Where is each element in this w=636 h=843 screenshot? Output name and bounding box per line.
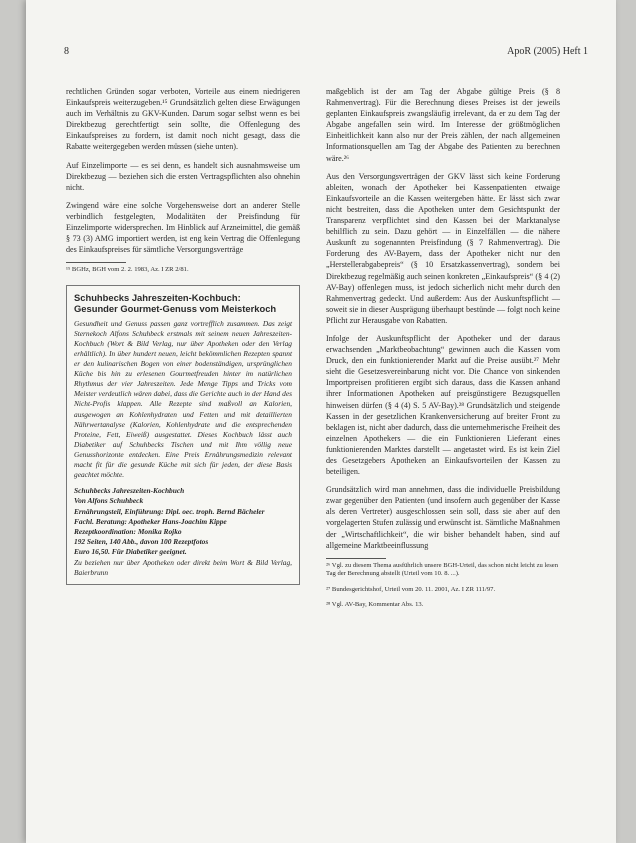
advert-price: Euro 16,50. Für Diabetiker geeignet. — [74, 547, 187, 557]
right-paragraph-4: Grundsätzlich wird man annehmen, dass die individuelle Preisbildung zwar gegenüber den Patienten (und insofern auch gegenüber der Kasse als deren Vertreter) ausgeschlossen sein soll, dass sie aber auf den vorgelagerten Stufen zulässig und erwünscht ist. Sämtliche Maßnahmen der „Wirtschaftlichkeit“, die wir bisher behandelt haben, sind auf allgemeine Marktbeeinflussung — [326, 485, 560, 550]
right-paragraph-3: Infolge der Auskunftspflicht der Apotheker und der daraus erwachsenden „Marktbeobachtung“ gewinnen auch die Kassen vom Druck, den ein funktionierender Markt auf die Preise ausübt.²⁷ Mehr sieht die Gesetzesvereinbarung nicht vor. Die Chance von sinkenden Importpreisen profitieren ergibt sich daraus, dass die Kassen anhand ihrer Informationen Apotheken auf preisgünstigere Bezugsquellen hinweisen dürfen (§ 4 (4) S. 5 AV-Bay).²⁸ Grundsätzlich und steigende Kassen in der gesetzlichen Krankenversicherung auf breiter Front zu beklagen ist, nicht aber dadurch, dass die unternehmerische Freiheit des einzelnen Apothekers — die ein Funktionieren Lieferant eines funktionierenden Marktes darstellt — angetastet wird. Es ist kein Ziel des Gesetzgebers Apotheken an Einkaufsvorteilen der Kassen zu beteiligen. — [326, 333, 560, 477]
advert-subtitle: Gesunder Gourmet-Genuss vom Meisterkoch — [74, 302, 277, 314]
right-column — [326, 86, 560, 616]
footnote-26: ²⁶ Vgl. zu diesem Thema ausführlich unsere BGH-Urteil, das schon nicht leicht zu lesen Tag der Berechnung abstellt (Urteil vom 10. 8. ...). — [326, 561, 559, 578]
footnote-15: ¹⁵ BGHz, BGH vom 2. 2. 1983, Az. I ZR 2/81. — [66, 266, 189, 274]
footnote-divider — [326, 558, 386, 559]
left-column — [66, 86, 300, 585]
footnote-28: ²⁸ Vgl. AV-Bay, Kommentar Abs. 13. — [326, 600, 424, 608]
left-paragraph-3: Zwingend wäre eine solche Vorgehensweise dort an anderer Stelle verbindlich festgelegten, Modalitäten der Preisfindung für Einzelimporte widersprechen. Im Hinblick auf Arzneimittel, die gemäß § 73 (3) AMG importiert werden, ist eng kein Vertrag die Offenlegung des Einkaufspreises für sämtliche Versorgungsverträge — [66, 200, 300, 255]
advert-coordination: Rezeptkoordination: Monika Rojko — [74, 527, 182, 537]
right-paragraph-1: maßgeblich ist der am Tag der Abgabe gültige Preis (§ 8 Rahmenvertrag). Für die Berechnung dieses Preises ist der jeweils geplanten Einkaufspreis zwangsläufig irrelevant, da er zu dem Tag der Abgabe angefallen sein wird. Im Interesse der größtmöglichen Einheitlichkeit kann also nur der Preis zählen, der nach allgemeinen Informationsquellen am Tag der Abgabe des Patienten zu berechnen wäre.²⁶ — [326, 87, 560, 163]
advert-pages: 192 Seiten, 140 Abb., davon 100 Rezeptfotos — [74, 537, 209, 547]
page-number: 8 — [64, 46, 69, 57]
document-page — [26, 0, 616, 843]
left-paragraph-2: Auf Einzelimporte — es sei denn, es handelt sich ausnahmsweise um Direktbezug — beziehen sich die ersten Vertragspflichten also ohnehin nicht. — [66, 160, 300, 192]
advert-advisor: Fachl. Beratung: Apotheker Hans-Joachim Kippe — [74, 516, 227, 526]
journal-reference: ApoR (2005) Heft 1 — [507, 46, 588, 57]
advert-author: Von Alfons Schuhbeck — [74, 496, 144, 506]
advert-nutrition: Ernährungsteil, Einführung: Dipl. oec. troph. Bernd Bächeler — [74, 506, 265, 516]
advert-body: Gesundheit und Genuss passen ganz vortrefflich zusammen. Das zeigt Sternekoch Alfons Schuhbeck erstmals mit seinem neuen Jahreszeiten-Kochbuch (Wort & Bild Verlag, nur über Apotheken oder den Verlag erhältlich). In über hundert neuen, leicht bekömmlichen Rezepten spannt er den kulinarischen Bogen von einer bodenständigen, ursprünglichen Küche bis hin zu erlesenen Gourmetfreuden hinter im natürlichen Rhythmus der vier Jahreszeiten. Jede Menge Tipps und Tricks vom Meister verdeutlich wären dabei, dass die Gerichte auch in der Hand des Nicht-Profis klappen. Alle Rezepte sind maßvoll an Kalorien, ausgewogen an Kohlenhydraten und Fetten und mit detaillierten Nährwertanalyse (Kalorien, Kohlenhydrate und die entsprechenden Proteine, Fett, Eiweiß) ausgestattet. Dieses Kochbuch lässt auch Diabetiker auf Schuhbecks Tischen und mit Ihm völlig neue Genusshorizonte entdecken. Eine Preis Ernährungsmedizin relevant macht fit für die gesunde Küche mit sich für jeden, der diese Basis geachtet möchte. — [74, 318, 292, 480]
footnote-27: ²⁷ Bundesgerichtshof, Urteil vom 20. 11. 2001, Az. I ZR 111/97. — [326, 585, 496, 593]
advert-title: Schuhbecks Jahreszeiten-Kochbuch: — [74, 291, 241, 303]
advert-availability: Zu beziehen nur über Apotheken oder direkt beim Wort & Bild Verlag, Baierbrunn — [74, 557, 292, 577]
right-paragraph-2: Aus den Versorgungsverträgen der GKV lässt sich keine Forderung ableiten, wonach der Apotheker bei Kassenpatienten etwaige Einkaufsvorteile an die Kassen weitergeben hätte. Er lässt sich zwar nicht bestreiten, dass die Apotheken unter dem Gesichtspunkt der Transparenz verpflichtet sind den Kassen bei der Marktanalyse behilflich zu sein. Dazu gehört — in Einzelfällen — die nähere Auskunft zu sogenannten Preisfindung (§ 7 Rahmenvertrag). Die Forderung des AV-Bayern, dass der Apotheker nicht nur den „Herstellerabgabepreis“ (§ 10 Ersatzkassenvertrag), sondern bei Direktbezug regelmäßig auch seinen konkreten „Einkaufspreis“ (§ 4 (2) AV-Bay) offenlegen muss, ist jedoch sicherlich nicht mehr durch den Rahmenvertrag gedeckt. Und außerdem: Aus der Auskunftspflicht — soweit sie in dieser Ausprägung überhaupt bestünde — folgt noch keine Pflicht zur Herausgabe von Rabatten. — [326, 171, 560, 325]
book-advert-box — [66, 285, 300, 585]
running-head — [64, 46, 588, 58]
left-paragraph-1: rechtlichen Gründen sogar verboten, Vorteile aus einem niedrigeren Einkaufspreis weiterzugeben.¹⁵ Grundsätzlich gelten diese Erwägungen auch im Verhältnis zu GKV-Kunden. Darum sogar selbst wenn es bei Direktbezug gerechtfertigt sein sollte, die Offenlegung des Einkaufspreises zu fordern, ist damit noch nicht gesagt, dass die Rabatte weitergegeben werden müssen (siehe unten). — [66, 87, 300, 152]
footnote-divider — [66, 262, 126, 263]
advert-book-title: Schuhbecks Jahreszeiten-Kochbuch — [74, 486, 185, 496]
